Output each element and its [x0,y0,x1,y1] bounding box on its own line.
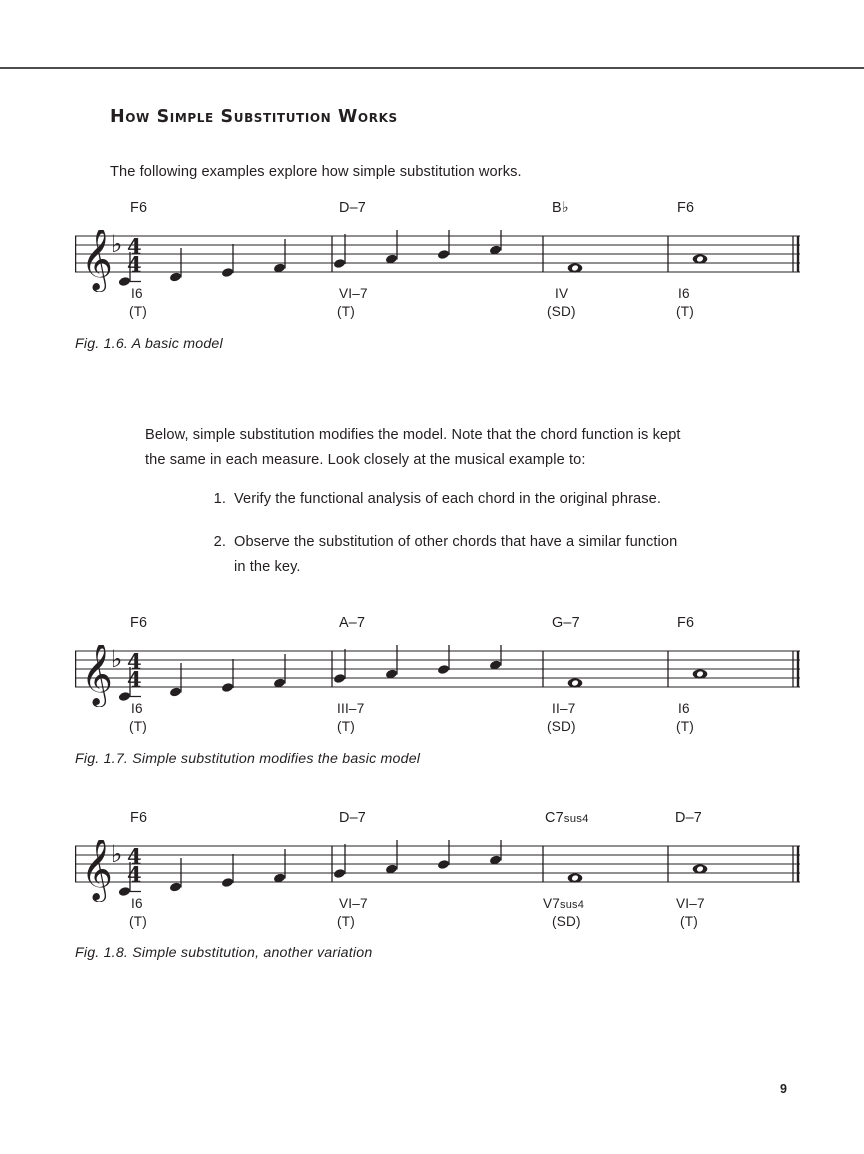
analysis-label: VI–7 [339,286,368,301]
function-label: (SD) [547,304,576,319]
time-signature-numerator: 4 [127,234,142,259]
note-group-measure-4 [693,254,708,263]
analysis-label: III–7 [337,701,365,716]
chord-symbol: F6 [677,200,695,216]
flat-sign-icon: ♭ [111,840,123,868]
music-system-fig-1-8 [75,810,800,930]
time-signature-numerator: 4 [127,649,142,674]
roman-analysis-row [75,701,800,721]
analysis-label: I6 [131,286,143,301]
chord-symbol: F6 [677,615,695,631]
roman-analysis-row [75,286,800,306]
chord-symbol-row [75,200,800,220]
analysis-label: II–7 [552,701,576,716]
chord-symbol: F6 [130,810,148,826]
below-paragraph: Below, simple substitution modifies the model. Note that the chord function is kept the same in each measure. Look closely at the musical example to: [145,427,681,468]
function-label: (T) [337,914,355,929]
analysis-label: IV [555,286,569,301]
harmonic-function-row [75,914,800,934]
note-group-measure-4 [693,864,708,873]
function-label: (T) [337,304,355,319]
function-label: (T) [676,719,694,734]
chord-symbol: B♭ [552,200,569,216]
chord-symbol-row [75,615,800,635]
page-number: 9 [780,1082,787,1096]
analysis-label: V7sus4 [543,896,585,911]
note-group-measure-3 [568,678,583,687]
treble-clef-icon: 𝄞 [81,840,113,900]
chord-symbol: D–7 [339,810,366,826]
chord-symbol: G–7 [552,615,580,631]
list-item [200,530,680,580]
analysis-label: I6 [678,286,690,301]
figure-caption: Fig. 1.7. Simple substitution modifies the basic model [75,751,421,767]
chord-symbol-row [75,810,800,830]
function-label: (T) [337,719,355,734]
musical-staff [75,840,800,902]
list-item-text: Verify the functional analysis of each chord in the original phrase. [234,491,662,507]
time-signature-numerator: 4 [127,844,142,869]
music-system-fig-1-6 [75,200,800,320]
chord-symbol: C7sus4 [545,810,589,826]
music-system-fig-1-7 [75,615,800,735]
chord-symbol: A–7 [339,615,366,631]
function-label: (SD) [552,914,581,929]
chord-symbol: D–7 [339,200,366,216]
list-item-number: 1. [213,491,226,507]
list-item [200,487,700,512]
musical-staff [75,645,800,707]
analysis-label: VI–7 [676,896,705,911]
header-rule [0,67,864,69]
function-label: (T) [129,304,147,319]
chord-symbol: F6 [130,200,148,216]
function-label: (T) [676,304,694,319]
analysis-label: VI–7 [339,896,368,911]
note-group-measure-3 [568,873,583,882]
figure-caption: Fig. 1.6. A basic model [75,336,223,352]
function-label: (T) [129,719,147,734]
flat-sign-icon: ♭ [111,645,123,673]
analysis-label: I6 [678,701,690,716]
roman-analysis-row [75,896,800,916]
time-signature-denominator: 4 [127,862,142,887]
harmonic-function-row [75,719,800,739]
function-label: (T) [680,914,698,929]
flat-sign-icon: ♭ [111,230,123,258]
note-group-measure-3 [568,263,583,272]
analysis-label: I6 [131,701,143,716]
treble-clef-icon: 𝄞 [81,645,113,705]
time-signature-denominator: 4 [127,252,142,277]
chord-symbol: F6 [130,615,148,631]
musical-staff [75,230,800,292]
list-item-text: Observe the substitution of other chords that have a similar function in the key. [234,534,678,575]
intro-paragraph: The following examples explore how simple substitution works. [110,164,522,180]
harmonic-function-row [75,304,800,324]
page-title: How Simple Substitution Works [110,107,398,127]
function-label: (T) [129,914,147,929]
list-item-number: 2. [213,534,226,550]
treble-clef-icon: 𝄞 [81,230,113,290]
figure-caption: Fig. 1.8. Simple substitution, another variation [75,945,373,961]
time-signature-denominator: 4 [127,667,142,692]
chord-symbol: D–7 [675,810,702,826]
note-group-measure-4 [693,669,708,678]
analysis-label: I6 [131,896,143,911]
function-label: (SD) [547,719,576,734]
